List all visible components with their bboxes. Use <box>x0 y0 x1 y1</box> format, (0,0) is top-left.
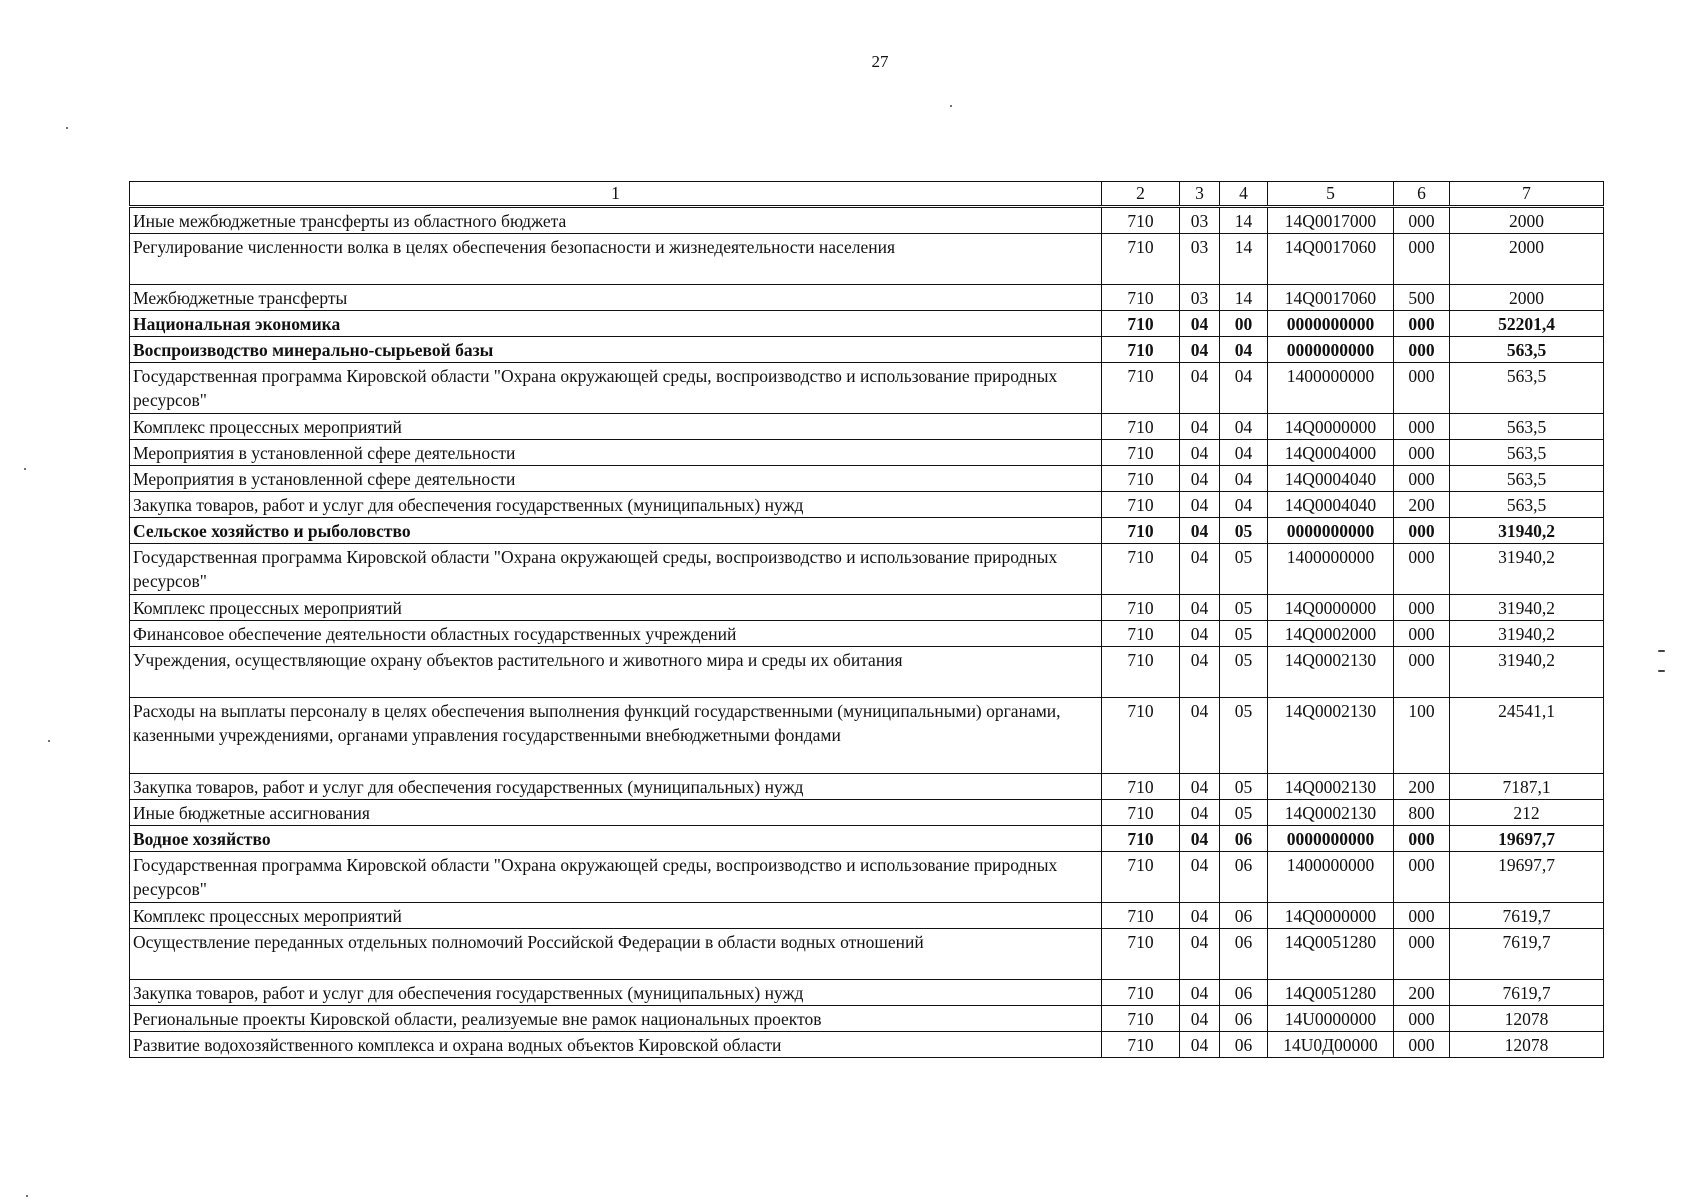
row-target-article-cell: 14Q0002130 <box>1268 774 1394 800</box>
row-amount-cell: 7619,7 <box>1450 903 1604 929</box>
row-code-2-cell: 710 <box>1102 440 1180 466</box>
row-target-article-cell: 14Q0004000 <box>1268 440 1394 466</box>
table-row <box>130 647 1604 698</box>
row-subsection-cell: 06 <box>1220 1032 1268 1058</box>
table-row <box>130 285 1604 311</box>
row-amount-cell: 7619,7 <box>1450 929 1604 980</box>
row-target-article-cell: 14Q0017000 <box>1268 207 1394 234</box>
row-name-cell: Комплекс процессных мероприятий <box>130 595 1102 621</box>
row-target-article-cell: 14Q0051280 <box>1268 980 1394 1006</box>
row-expense-type-cell: 000 <box>1394 337 1450 363</box>
row-code-2-cell: 710 <box>1102 414 1180 440</box>
row-code-2-cell: 710 <box>1102 1032 1180 1058</box>
row-amount-cell: 19697,7 <box>1450 852 1604 903</box>
row-section-cell: 03 <box>1180 285 1220 311</box>
row-target-article-cell: 14Q0004040 <box>1268 492 1394 518</box>
row-amount-cell: 563,5 <box>1450 492 1604 518</box>
row-amount-cell: 12078 <box>1450 1032 1604 1058</box>
scan-speck <box>66 127 68 129</box>
table-row <box>130 698 1604 774</box>
row-expense-type-cell: 200 <box>1394 492 1450 518</box>
row-amount-cell: 563,5 <box>1450 414 1604 440</box>
row-amount-cell: 19697,7 <box>1450 826 1604 852</box>
table-row <box>130 929 1604 980</box>
table-row <box>130 826 1604 852</box>
row-code-2-cell: 710 <box>1102 207 1180 234</box>
row-expense-type-cell: 800 <box>1394 800 1450 826</box>
row-name-cell: Комплекс процессных мероприятий <box>130 414 1102 440</box>
row-amount-cell: 31940,2 <box>1450 621 1604 647</box>
header-col-2: 2 <box>1102 182 1180 207</box>
row-expense-type-cell: 000 <box>1394 466 1450 492</box>
row-target-article-cell: 1400000000 <box>1268 852 1394 903</box>
page-number: 27 <box>871 52 889 71</box>
row-expense-type-cell: 000 <box>1394 1032 1450 1058</box>
row-amount-cell: 7619,7 <box>1450 980 1604 1006</box>
row-expense-type-cell: 100 <box>1394 698 1450 774</box>
row-subsection-cell: 06 <box>1220 852 1268 903</box>
row-amount-cell: 31940,2 <box>1450 518 1604 544</box>
row-section-cell: 04 <box>1180 800 1220 826</box>
row-name-cell: Закупка товаров, работ и услуг для обеспечения государственных (муниципальных) нужд <box>130 492 1102 518</box>
row-amount-cell: 12078 <box>1450 1006 1604 1032</box>
row-subsection-cell: 06 <box>1220 929 1268 980</box>
row-expense-type-cell: 000 <box>1394 544 1450 595</box>
row-code-2-cell: 710 <box>1102 980 1180 1006</box>
table-row <box>130 621 1604 647</box>
row-name-cell: Осуществление переданных отдельных полномочий Российской Федерации в области водных отношений <box>130 929 1102 980</box>
row-amount-cell: 563,5 <box>1450 337 1604 363</box>
row-code-2-cell: 710 <box>1102 518 1180 544</box>
row-target-article-cell: 14Q0000000 <box>1268 595 1394 621</box>
row-target-article-cell: 0000000000 <box>1268 826 1394 852</box>
row-expense-type-cell: 000 <box>1394 363 1450 414</box>
row-section-cell: 04 <box>1180 337 1220 363</box>
row-subsection-cell: 04 <box>1220 466 1268 492</box>
row-code-2-cell: 710 <box>1102 698 1180 774</box>
row-target-article-cell: 14U0000000 <box>1268 1006 1394 1032</box>
row-code-2-cell: 710 <box>1102 774 1180 800</box>
row-section-cell: 04 <box>1180 492 1220 518</box>
row-name-cell: Государственная программа Кировской области "Охрана окружающей среды, воспроизводство и использование природных ресурсов" <box>130 363 1102 414</box>
row-name-cell: Региональные проекты Кировской области, реализуемые вне рамок национальных проектов <box>130 1006 1102 1032</box>
row-code-2-cell: 710 <box>1102 466 1180 492</box>
header-col-4: 4 <box>1220 182 1268 207</box>
row-amount-cell: 2000 <box>1450 234 1604 285</box>
table-row <box>130 1006 1604 1032</box>
table-row <box>130 492 1604 518</box>
row-section-cell: 04 <box>1180 466 1220 492</box>
row-expense-type-cell: 000 <box>1394 234 1450 285</box>
table-row <box>130 774 1604 800</box>
table-row <box>130 980 1604 1006</box>
row-section-cell: 03 <box>1180 207 1220 234</box>
row-section-cell: 03 <box>1180 234 1220 285</box>
row-expense-type-cell: 000 <box>1394 595 1450 621</box>
row-code-2-cell: 710 <box>1102 595 1180 621</box>
row-name-cell: Регулирование численности волка в целях обеспечения безопасности и жизнедеятельности населения <box>130 234 1102 285</box>
table-body <box>130 207 1604 1058</box>
row-subsection-cell: 05 <box>1220 518 1268 544</box>
header-row <box>130 182 1604 207</box>
row-target-article-cell: 14Q0002130 <box>1268 647 1394 698</box>
scan-speck <box>1658 670 1665 672</box>
row-subsection-cell: 00 <box>1220 311 1268 337</box>
row-amount-cell: 563,5 <box>1450 466 1604 492</box>
row-code-2-cell: 710 <box>1102 363 1180 414</box>
row-subsection-cell: 05 <box>1220 544 1268 595</box>
row-name-cell: Развитие водохозяйственного комплекса и охрана водных объектов Кировской области <box>130 1032 1102 1058</box>
row-section-cell: 04 <box>1180 826 1220 852</box>
scan-speck <box>26 1195 28 1197</box>
scan-speck <box>950 105 952 107</box>
row-name-cell: Мероприятия в установленной сфере деятельности <box>130 466 1102 492</box>
row-amount-cell: 2000 <box>1450 207 1604 234</box>
row-target-article-cell: 14U0Д00000 <box>1268 1032 1394 1058</box>
scan-speck <box>24 468 26 470</box>
row-expense-type-cell: 000 <box>1394 440 1450 466</box>
row-section-cell: 04 <box>1180 414 1220 440</box>
header-col-3: 3 <box>1180 182 1220 207</box>
row-subsection-cell: 14 <box>1220 285 1268 311</box>
row-expense-type-cell: 000 <box>1394 852 1450 903</box>
row-name-cell: Воспроизводство минерально-сырьевой базы <box>130 337 1102 363</box>
row-subsection-cell: 06 <box>1220 1006 1268 1032</box>
table-row <box>130 903 1604 929</box>
table-row <box>130 337 1604 363</box>
row-code-2-cell: 710 <box>1102 903 1180 929</box>
row-subsection-cell: 14 <box>1220 234 1268 285</box>
row-expense-type-cell: 000 <box>1394 1006 1450 1032</box>
row-name-cell: Национальная экономика <box>130 311 1102 337</box>
row-name-cell: Закупка товаров, работ и услуг для обеспечения государственных (муниципальных) нужд <box>130 980 1102 1006</box>
row-expense-type-cell: 000 <box>1394 311 1450 337</box>
row-name-cell: Финансовое обеспечение деятельности областных государственных учреждений <box>130 621 1102 647</box>
row-code-2-cell: 710 <box>1102 800 1180 826</box>
row-target-article-cell: 14Q0017060 <box>1268 234 1394 285</box>
row-expense-type-cell: 000 <box>1394 518 1450 544</box>
row-amount-cell: 52201,4 <box>1450 311 1604 337</box>
table-row <box>130 440 1604 466</box>
row-section-cell: 04 <box>1180 698 1220 774</box>
row-subsection-cell: 05 <box>1220 647 1268 698</box>
row-code-2-cell: 710 <box>1102 492 1180 518</box>
row-target-article-cell: 14Q0051280 <box>1268 929 1394 980</box>
table-header <box>130 182 1604 207</box>
row-name-cell: Сельское хозяйство и рыболовство <box>130 518 1102 544</box>
row-subsection-cell: 06 <box>1220 903 1268 929</box>
row-section-cell: 04 <box>1180 647 1220 698</box>
row-target-article-cell: 0000000000 <box>1268 311 1394 337</box>
row-amount-cell: 212 <box>1450 800 1604 826</box>
row-name-cell: Межбюджетные трансферты <box>130 285 1102 311</box>
row-name-cell: Мероприятия в установленной сфере деятельности <box>130 440 1102 466</box>
row-expense-type-cell: 000 <box>1394 621 1450 647</box>
row-section-cell: 04 <box>1180 363 1220 414</box>
table-row <box>130 311 1604 337</box>
row-section-cell: 04 <box>1180 544 1220 595</box>
row-amount-cell: 563,5 <box>1450 363 1604 414</box>
row-code-2-cell: 710 <box>1102 852 1180 903</box>
row-expense-type-cell: 000 <box>1394 207 1450 234</box>
row-target-article-cell: 14Q0000000 <box>1268 903 1394 929</box>
row-section-cell: 04 <box>1180 311 1220 337</box>
row-code-2-cell: 710 <box>1102 285 1180 311</box>
row-amount-cell: 563,5 <box>1450 440 1604 466</box>
row-section-cell: 04 <box>1180 929 1220 980</box>
row-expense-type-cell: 500 <box>1394 285 1450 311</box>
row-section-cell: 04 <box>1180 774 1220 800</box>
row-section-cell: 04 <box>1180 621 1220 647</box>
table-row <box>130 363 1604 414</box>
row-name-cell: Государственная программа Кировской области "Охрана окружающей среды, воспроизводство и использование природных ресурсов" <box>130 544 1102 595</box>
row-amount-cell: 2000 <box>1450 285 1604 311</box>
budget-table <box>129 181 1604 1058</box>
row-section-cell: 04 <box>1180 595 1220 621</box>
table-row <box>130 544 1604 595</box>
row-subsection-cell: 14 <box>1220 207 1268 234</box>
row-name-cell: Иные межбюджетные трансферты из областного бюджета <box>130 207 1102 234</box>
table-row <box>130 595 1604 621</box>
row-subsection-cell: 04 <box>1220 414 1268 440</box>
header-col-7: 7 <box>1450 182 1604 207</box>
row-amount-cell: 7187,1 <box>1450 774 1604 800</box>
row-code-2-cell: 710 <box>1102 621 1180 647</box>
row-subsection-cell: 06 <box>1220 980 1268 1006</box>
row-amount-cell: 31940,2 <box>1450 647 1604 698</box>
row-target-article-cell: 0000000000 <box>1268 337 1394 363</box>
row-amount-cell: 31940,2 <box>1450 544 1604 595</box>
row-section-cell: 04 <box>1180 1006 1220 1032</box>
table-row <box>130 800 1604 826</box>
row-name-cell: Закупка товаров, работ и услуг для обеспечения государственных (муниципальных) нужд <box>130 774 1102 800</box>
row-target-article-cell: 14Q0017060 <box>1268 285 1394 311</box>
row-target-article-cell: 0000000000 <box>1268 518 1394 544</box>
row-subsection-cell: 04 <box>1220 337 1268 363</box>
row-section-cell: 04 <box>1180 980 1220 1006</box>
row-target-article-cell: 14Q0002000 <box>1268 621 1394 647</box>
row-code-2-cell: 710 <box>1102 337 1180 363</box>
row-subsection-cell: 05 <box>1220 800 1268 826</box>
row-subsection-cell: 05 <box>1220 621 1268 647</box>
row-section-cell: 04 <box>1180 1032 1220 1058</box>
row-code-2-cell: 710 <box>1102 826 1180 852</box>
row-subsection-cell: 04 <box>1220 440 1268 466</box>
table-row <box>130 207 1604 234</box>
row-code-2-cell: 710 <box>1102 311 1180 337</box>
row-expense-type-cell: 000 <box>1394 929 1450 980</box>
row-subsection-cell: 04 <box>1220 492 1268 518</box>
row-subsection-cell: 05 <box>1220 774 1268 800</box>
row-expense-type-cell: 000 <box>1394 414 1450 440</box>
row-expense-type-cell: 000 <box>1394 647 1450 698</box>
row-name-cell: Иные бюджетные ассигнования <box>130 800 1102 826</box>
row-subsection-cell: 05 <box>1220 595 1268 621</box>
row-expense-type-cell: 000 <box>1394 903 1450 929</box>
row-section-cell: 04 <box>1180 852 1220 903</box>
table-row <box>130 852 1604 903</box>
row-target-article-cell: 1400000000 <box>1268 363 1394 414</box>
table-row <box>130 234 1604 285</box>
scan-speck <box>1658 650 1665 652</box>
header-col-5: 5 <box>1268 182 1394 207</box>
row-name-cell: Водное хозяйство <box>130 826 1102 852</box>
row-name-cell: Учреждения, осуществляющие охрану объектов растительного и животного мира и среды их обитания <box>130 647 1102 698</box>
table-row <box>130 414 1604 440</box>
row-code-2-cell: 710 <box>1102 1006 1180 1032</box>
row-subsection-cell: 04 <box>1220 363 1268 414</box>
table-row <box>130 518 1604 544</box>
row-name-cell: Государственная программа Кировской области "Охрана окружающей среды, воспроизводство и использование природных ресурсов" <box>130 852 1102 903</box>
row-target-article-cell: 14Q0000000 <box>1268 414 1394 440</box>
row-subsection-cell: 06 <box>1220 826 1268 852</box>
scan-speck <box>48 740 50 742</box>
row-expense-type-cell: 200 <box>1394 774 1450 800</box>
row-code-2-cell: 710 <box>1102 647 1180 698</box>
row-target-article-cell: 14Q0004040 <box>1268 466 1394 492</box>
header-col-1: 1 <box>130 182 1102 207</box>
row-name-cell: Комплекс процессных мероприятий <box>130 903 1102 929</box>
row-target-article-cell: 14Q0002130 <box>1268 698 1394 774</box>
header-col-6: 6 <box>1394 182 1450 207</box>
table-row <box>130 466 1604 492</box>
row-code-2-cell: 710 <box>1102 929 1180 980</box>
row-code-2-cell: 710 <box>1102 234 1180 285</box>
row-expense-type-cell: 200 <box>1394 980 1450 1006</box>
row-target-article-cell: 14Q0002130 <box>1268 800 1394 826</box>
row-code-2-cell: 710 <box>1102 544 1180 595</box>
row-target-article-cell: 1400000000 <box>1268 544 1394 595</box>
row-expense-type-cell: 000 <box>1394 826 1450 852</box>
row-section-cell: 04 <box>1180 518 1220 544</box>
table-row <box>130 1032 1604 1058</box>
row-name-cell: Расходы на выплаты персоналу в целях обеспечения выполнения функций государственными (муниципальными) органами, казенными учреждениями, органами управления государственными внебюджетными фондами <box>130 698 1102 774</box>
row-section-cell: 04 <box>1180 903 1220 929</box>
row-amount-cell: 24541,1 <box>1450 698 1604 774</box>
row-section-cell: 04 <box>1180 440 1220 466</box>
row-subsection-cell: 05 <box>1220 698 1268 774</box>
row-amount-cell: 31940,2 <box>1450 595 1604 621</box>
